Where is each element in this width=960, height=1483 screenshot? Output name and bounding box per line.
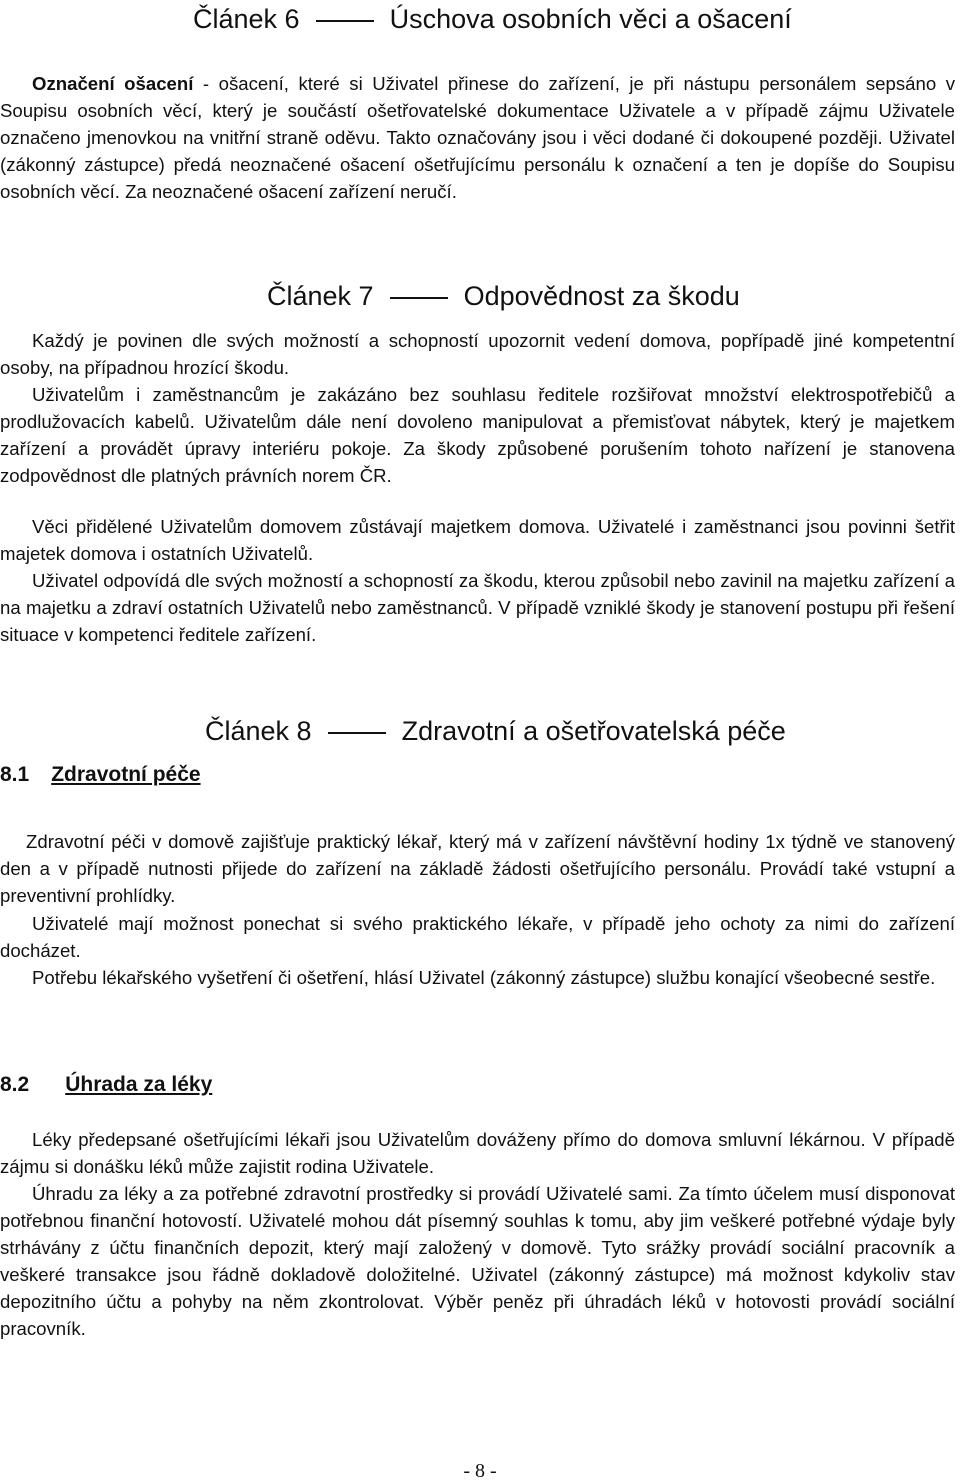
article-8-title: Zdravotní a ošetřovatelská péče (401, 716, 786, 746)
page-number: - 8 - (463, 1460, 497, 1482)
article-7-title: Odpovědnost za škodu (463, 281, 740, 311)
section-8-1-title: Zdravotní péče (51, 763, 201, 786)
heading-dash (316, 20, 374, 22)
article-7-paragraph-3: Věci přidělené Uživatelům domovem zůstávají majetkem domova. Uživatelé i zaměstnanci jsou povinni šetřit majetek domova i ostatních Uživatelů. (0, 516, 955, 564)
article-6-title: Úschova osobních věci a ošacení (389, 4, 792, 34)
section-8-1-paragraph-1: Zdravotní péči v domově zajišťuje praktický lékař, který má v zařízení návštěvní hodiny 1x týdně ve stanovený den a v případě nutnosti přijede do zařízení na základě žádosti ošetřujícího personálu. Provádí také vstupní a preventivní prohlídky. (0, 831, 955, 906)
section-8-2-paragraph-1: Léky předepsané ošetřujícími lékaři jsou Uživatelům dováženy přímo do domova smluvní lékárnou. V případě zájmu si donášku léků může zajistit rodina Uživatele. (0, 1129, 955, 1177)
article-8-heading (205, 716, 786, 747)
article-6-heading (193, 4, 792, 35)
section-8-2-paragraph-2: Úhradu za léky a za potřebné zdravotní prostředky si provádí Uživatelé sami. Za tímto účelem musí disponovat potřebnou finanční hotovostí. Uživatelé mohou dát písemný souhlas k tomu, aby jim veškeré potřebné výdaje byly strhávány z účtu finančních depozit, který mají založený v domově. Tyto srážky provádí sociální pracovník a veškeré transakce jsou řádně dokladově doložitelné. Uživatel (zákonný zástupce) má možnost kdykoliv stav depozitního účtu a pohyby na něm zkontrolovat. Výběr peněz při úhradách léků v hotovosti provádí sociální pracovník. (0, 1183, 955, 1339)
article-6-lead: Označení ošacení (32, 73, 194, 94)
section-8-2-heading (0, 1073, 212, 1097)
article-7-paragraph-4: Uživatel odpovídá dle svých možností a schopností za škodu, kterou způsobil nebo zavinil na majetku zařízení a na majetku a zdraví ostatních Uživatelů nebo zaměstnanců. V případě vzniklé škody je stanovení postupu při řešení situace v kompetenci ředitele zařízení. (0, 570, 955, 645)
section-8-1-paragraph-3: Potřebu lékařského vyšetření či ošetření, hlásí Uživatel (zákonný zástupce) službu konající všeobecné sestře. (32, 967, 936, 988)
article-7-paragraph-2: Uživatelům i zaměstnancům je zakázáno bez souhlasu ředitele rozšiřovat množství elektrospotřebičů a prodlužovacích kabelů. Uživatelům dále není dovoleno manipulovat a přemisťovat nábytek, který je majetkem zařízení a provádět úpravy interiéru pokoje. Za škody způsobené porušením tohoto nařízení je stanovena zodpovědnost dle platných právních norem ČR. (0, 384, 955, 486)
heading-dash (328, 732, 386, 734)
section-8-2-number: 8.2 (0, 1073, 30, 1096)
article-6-paragraph (0, 70, 955, 205)
section-8-2-title: Úhrada za léky (65, 1073, 213, 1096)
article-8-number: Článek 8 (205, 716, 312, 746)
article-6-number: Článek 6 (193, 4, 300, 34)
section-8-1-heading (0, 763, 201, 787)
article-7-paragraph-1: Každý je povinen dle svých možností a schopností upozornit vedení domova, popřípadě jiné kompetentní osoby, na případnou hrozící škodu. (0, 330, 955, 378)
section-8-1-number: 8.1 (0, 763, 30, 786)
article-7-number: Článek 7 (267, 281, 374, 311)
section-8-1-paragraph-2: Uživatelé mají možnost ponechat si svého praktického lékaře, v případě jeho ochoty za nimi do zařízení docházet. (0, 913, 955, 961)
article-7-heading (267, 281, 740, 312)
heading-dash (390, 297, 448, 299)
article-6-text: - ošacení, které si Uživatel přinese do zařízení, je při nástupu personálem sepsáno v Soupisu osobních věcí, který je součástí ošetřovatelské dokumentace Uživatele a v případě zájmu Uživatele označeno jmenovkou na vnitřní straně oděvu. Takto označovány jsou i věci dodané či dokoupené později. Uživatel (zákonný zástupce) předá neoznačené ošacení ošetřujícímu personálu k označení a ten je dopíše do Soupisu osobních věcí. Za neoznačené ošacení zařízení neručí. (0, 73, 955, 202)
